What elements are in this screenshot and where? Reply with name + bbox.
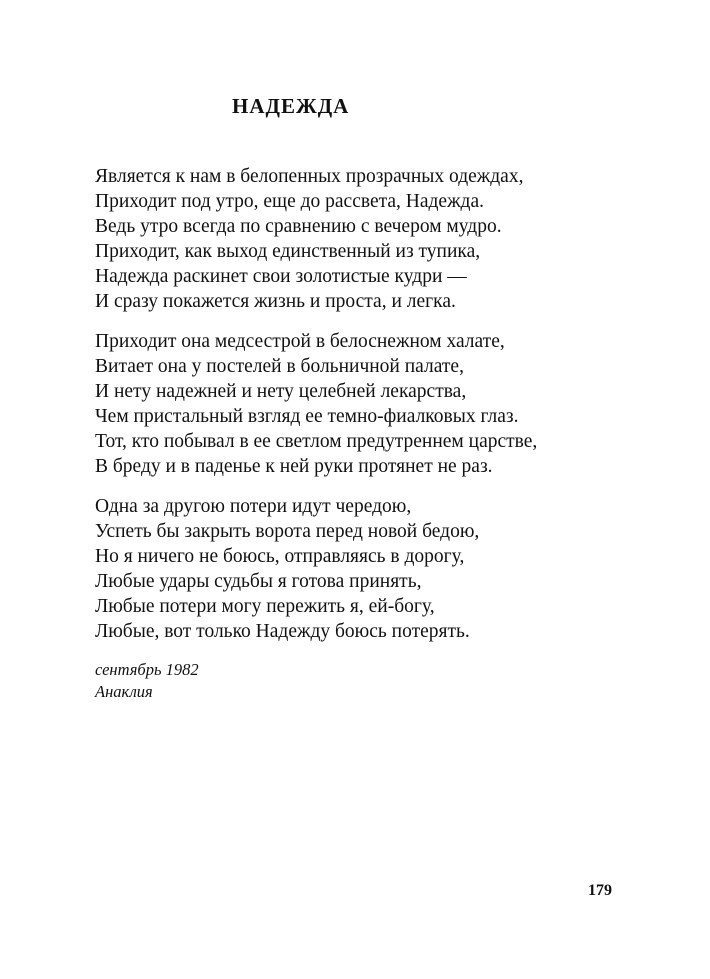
poem-signature: [95, 659, 655, 703]
poem-line: Приходит, как выход единственный из тупика,: [95, 241, 481, 262]
poem-title: НАДЕЖДА: [232, 94, 350, 118]
poem-body: [95, 164, 655, 703]
stanza-2: [95, 329, 655, 479]
stanza-3: [95, 494, 655, 644]
poem-line: Тот, кто побывал в ее светлом предутреннем царстве,: [95, 431, 538, 452]
poem-line: Приходит под утро, еще до рассвета, Надежда.: [95, 191, 485, 212]
stanza-1: [95, 164, 655, 314]
poem-line: Чем пристальный взгляд ее темно-фиалковых глаз.: [95, 406, 519, 427]
poem-line: И нету надежней и нету целебней лекарства,: [95, 381, 467, 402]
signature-place: Анаклия: [95, 682, 153, 701]
poem-line: Ведь утро всегда по сравнению с вечером мудро.: [95, 216, 502, 237]
poem-line: Любые потери могу пережить я, ей-богу,: [95, 596, 435, 617]
poem-line: Одна за другою потери идут чередою,: [95, 496, 412, 517]
page-number: 179: [588, 882, 612, 899]
poem-line: Приходит она медсестрой в белоснежном халате,: [95, 331, 505, 352]
poem-line: Надежда раскинет свои золотистые кудри —: [95, 266, 467, 287]
poem-line: Витает она у постелей в больничной палате,: [95, 356, 464, 377]
signature-date: сентябрь 1982: [95, 660, 199, 679]
poem-line: Но я ничего не боюсь, отправляясь в дорогу,: [95, 546, 465, 567]
poem-line: Любые, вот только Надежду боюсь потерять.: [95, 621, 470, 642]
poem-line: Успеть бы закрыть ворота перед новой бедою,: [95, 521, 480, 542]
poem-line: В бреду и в паденье к ней руки протянет не раз.: [95, 456, 493, 477]
poem-line: Является к нам в белопенных прозрачных одеждах,: [95, 166, 524, 187]
poem-line: Любые удары судьбы я готова принять,: [95, 571, 422, 592]
poem-line: И сразу покажется жизнь и проста, и легка.: [95, 291, 456, 312]
